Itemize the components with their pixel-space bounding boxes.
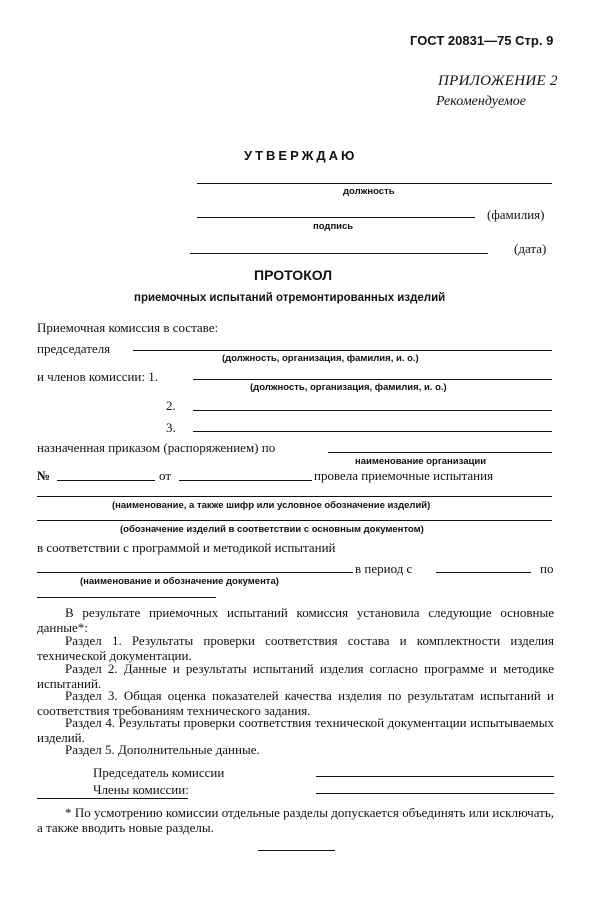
- position-caption: должность: [343, 186, 395, 197]
- chairman-label: председателя: [37, 341, 111, 356]
- signature-line[interactable]: [197, 217, 475, 218]
- protocol-title: ПРОТОКОЛ: [254, 267, 333, 283]
- members-caption: (должность, организация, фамилия, и. о.): [250, 382, 447, 393]
- chairman-signature-label: Председатель комиссии: [93, 765, 225, 780]
- members-signature-line[interactable]: [316, 793, 554, 794]
- order-date-line[interactable]: [179, 480, 312, 481]
- results-section-4: Раздел 4. Результаты проверки соответствия технической документации испытываемых изделий.: [37, 715, 554, 745]
- program-label: в соответствии с программой и методикой испытаний: [37, 540, 336, 555]
- chairman-caption: (должность, организация, фамилия, и. о.): [222, 353, 419, 364]
- from-label: от: [159, 468, 172, 483]
- member-2-number: 2.: [166, 398, 176, 413]
- protocol-subtitle: приемочных испытаний отремонтированных изделий: [134, 292, 446, 304]
- member-2-line[interactable]: [193, 410, 552, 411]
- item-designation-line[interactable]: [37, 520, 552, 521]
- end-rule: [258, 850, 335, 851]
- signature-caption: подпись: [313, 221, 354, 232]
- item-caption: (наименование, а также шифр или условное обозначение изделий): [112, 500, 431, 511]
- period-label: в период с: [355, 561, 413, 576]
- program-document-line[interactable]: [37, 572, 353, 573]
- member-3-line[interactable]: [193, 431, 552, 432]
- to-label: по: [540, 561, 554, 576]
- date-label: (дата): [514, 241, 547, 256]
- members-label: и членов комиссии: 1.: [37, 369, 159, 384]
- conducted-label: провела приемочные испытания: [314, 468, 494, 483]
- member-1-line[interactable]: [193, 379, 552, 380]
- footnote: * По усмотрению комиссии отдельные разделы допускается объединять или исключать, а также вводить новые разделы.: [37, 805, 554, 835]
- surname-label: (фамилия): [487, 207, 545, 222]
- date-line[interactable]: [190, 253, 488, 254]
- results-section-1: Раздел 1. Результаты проверки соответствия состава и комплектности изделия технической документации.: [37, 633, 554, 663]
- results-section-3: Раздел 3. Общая оценка показателей качества изделия по результатам испытаний и соответствия требованиям технического задания.: [37, 688, 554, 718]
- chairman-line[interactable]: [133, 350, 552, 351]
- number-label: №: [37, 468, 51, 483]
- designation-caption: (обозначение изделий в соответствии с основным документом): [120, 524, 424, 535]
- footnote-rule: [37, 798, 188, 799]
- order-number-line[interactable]: [57, 480, 155, 481]
- organization-line[interactable]: [328, 452, 552, 453]
- position-line[interactable]: [197, 183, 552, 184]
- commission-composition: Приемочная комиссия в составе:: [37, 320, 219, 335]
- results-intro: В результате приемочных испытаний комиссия установила следующие основные данные*:: [37, 605, 554, 635]
- results-section-2: Раздел 2. Данные и результаты испытаний изделия согласно программе и методике испытаний.: [37, 661, 554, 691]
- appointed-label: назначенная приказом (распоряжением) по: [37, 440, 276, 455]
- approve-title: УТВЕРЖДАЮ: [244, 148, 358, 163]
- gost-page-header: ГОСТ 20831—75 Стр. 9: [410, 33, 554, 48]
- chairman-signature-line[interactable]: [316, 776, 554, 777]
- document-caption: (наименование и обозначение документа): [80, 576, 279, 587]
- results-section-5: Раздел 5. Дополнительные данные.: [65, 742, 260, 757]
- organization-caption: наименование организации: [355, 456, 487, 467]
- recommended-label: Рекомендуемое: [436, 94, 526, 109]
- members-signature-label: Члены комиссии:: [93, 782, 189, 797]
- item-name-line[interactable]: [37, 496, 552, 497]
- member-3-number: 3.: [166, 420, 176, 435]
- period-from-line[interactable]: [436, 572, 531, 573]
- appendix-label: ПРИЛОЖЕНИЕ 2: [438, 73, 558, 89]
- period-to-line[interactable]: [37, 597, 216, 598]
